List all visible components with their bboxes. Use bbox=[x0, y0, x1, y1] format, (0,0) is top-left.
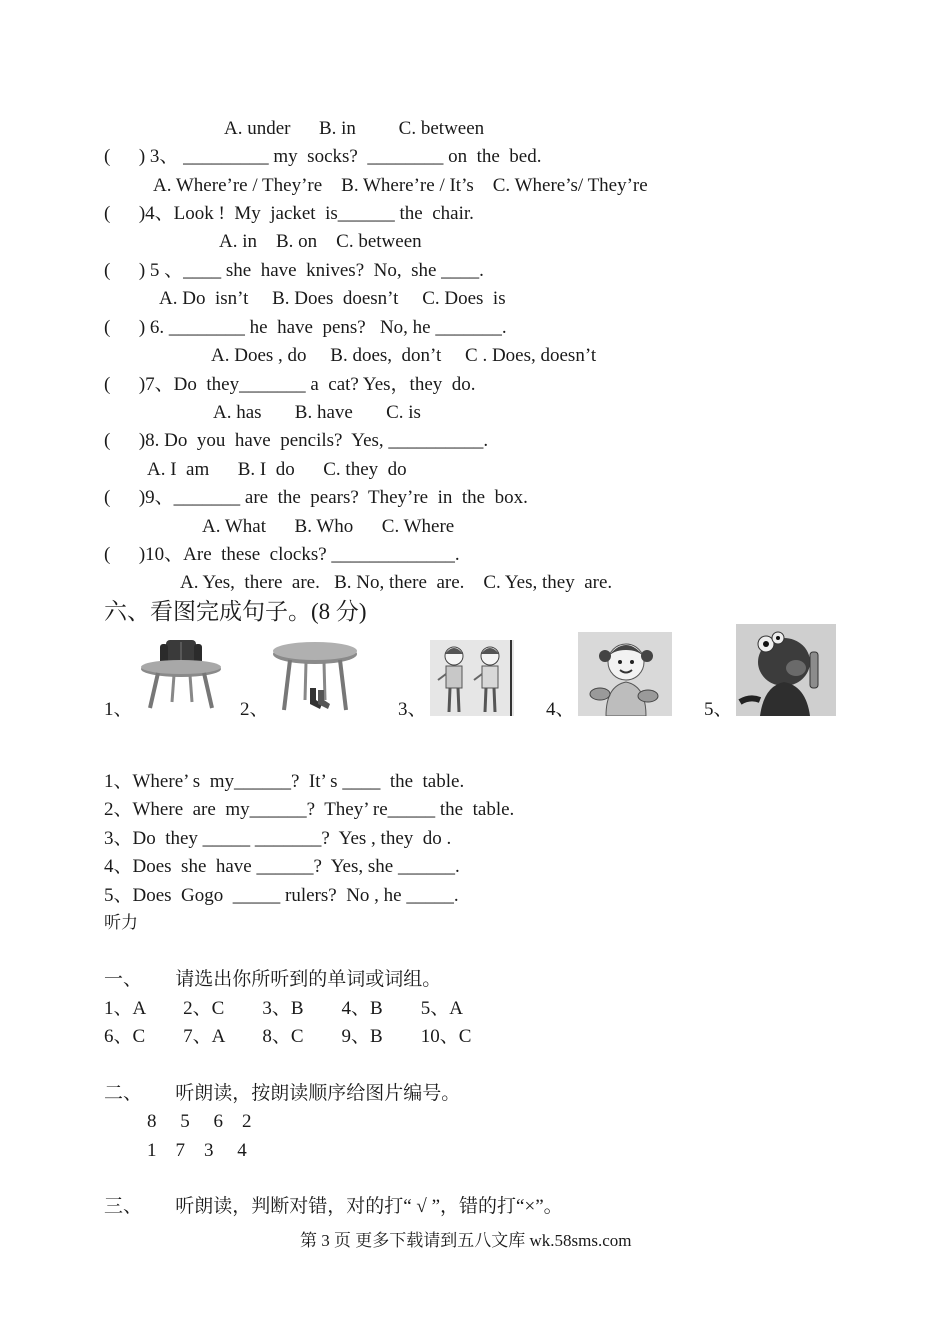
pic-label-2: 2、 bbox=[240, 699, 269, 720]
sentence-5: 5、Does Gogo _____ rulers? No , he _____. bbox=[104, 885, 459, 906]
q2-options: A. under B. in C. between bbox=[224, 118, 485, 139]
listening-part1-row2: 6、C 7、A 8、C 9、B 10、C bbox=[104, 1026, 472, 1047]
section-6-title: 六、看图完成句子。(8 分) bbox=[104, 599, 367, 624]
table-with-socks-image bbox=[272, 640, 358, 716]
question-6: ( ) 6. ________ he have pens? No, he _______. bbox=[104, 317, 507, 338]
question-3: ( ) 3、 _________ my socks? ________ on the bed. bbox=[104, 146, 542, 167]
q3-options: A. Where’re / They’re B. Where’re / It’s C. Where’s/ They’re bbox=[153, 175, 648, 196]
listening-part2-row2: 1 7 3 4 bbox=[147, 1140, 247, 1161]
pic-label-1: 1、 bbox=[104, 699, 133, 720]
q5-options: A. Do isn’t B. Does doesn’t C. Does is bbox=[159, 288, 506, 309]
q10-options: A. Yes, there are. B. No, there are. C. Yes, they are. bbox=[180, 572, 613, 593]
girl-with-bowl-image bbox=[578, 632, 672, 716]
q9-options: A. What B. Who C. Where bbox=[202, 516, 455, 537]
pic-label-4: 4、 bbox=[546, 699, 575, 720]
question-10: ( )10、Are these clocks? _____________. bbox=[104, 544, 460, 565]
gogo-character-image bbox=[736, 624, 836, 716]
sentence-1: 1、Where’ s my______? It’ s ____ the table. bbox=[104, 771, 465, 792]
q4-options: A. in B. on C. between bbox=[219, 231, 422, 252]
listening-part1-row1: 1、A 2、C 3、B 4、B 5、A bbox=[104, 998, 463, 1019]
question-5: ( ) 5 、____ she have knives? No, she ____. bbox=[104, 260, 484, 281]
listening-part2-title: 二、 听朗读，按朗读顺序给图片编号。 bbox=[104, 1083, 461, 1104]
listening-part2-row1: 8 5 6 2 bbox=[147, 1111, 252, 1132]
page-footer: 第 3 页 更多下载请到五八文库 wk.58sms.com bbox=[300, 1231, 632, 1250]
question-9: ( )9、_______ are the pears? They’re in the box. bbox=[104, 487, 528, 508]
listening-part1-title: 一、 请选出你所听到的单词或词组。 bbox=[104, 969, 442, 990]
listening-part3-title: 三、 听朗读，判断对错，对的打“ √ ”，错的打“×”。 bbox=[104, 1196, 563, 1217]
q6-options: A. Does , do B. does, don’t C . Does, doesn’t bbox=[211, 345, 597, 366]
sentence-3: 3、Do they _____ _______? Yes , they do . bbox=[104, 828, 452, 849]
sentence-2: 2、Where are my______? They’ re_____ the table. bbox=[104, 799, 515, 820]
pic-label-5: 5、 bbox=[704, 699, 733, 720]
question-4: ( )4、Look ! My jacket is______ the chair. bbox=[104, 203, 474, 224]
question-8: ( )8. Do you have pencils? Yes, __________. bbox=[104, 430, 489, 451]
sentence-4: 4、Does she have ______? Yes, she ______. bbox=[104, 856, 460, 877]
q8-options: A. I am B. I do C. they do bbox=[147, 459, 407, 480]
q7-options: A. has B. have C. is bbox=[213, 402, 421, 423]
question-7: ( )7、Do they_______ a cat? Yes，they do. bbox=[104, 374, 476, 395]
two-children-image bbox=[430, 640, 514, 716]
pic-label-3: 3、 bbox=[398, 699, 427, 720]
table-with-jacket-image bbox=[138, 640, 224, 710]
listening-heading: 听力 bbox=[104, 913, 138, 932]
